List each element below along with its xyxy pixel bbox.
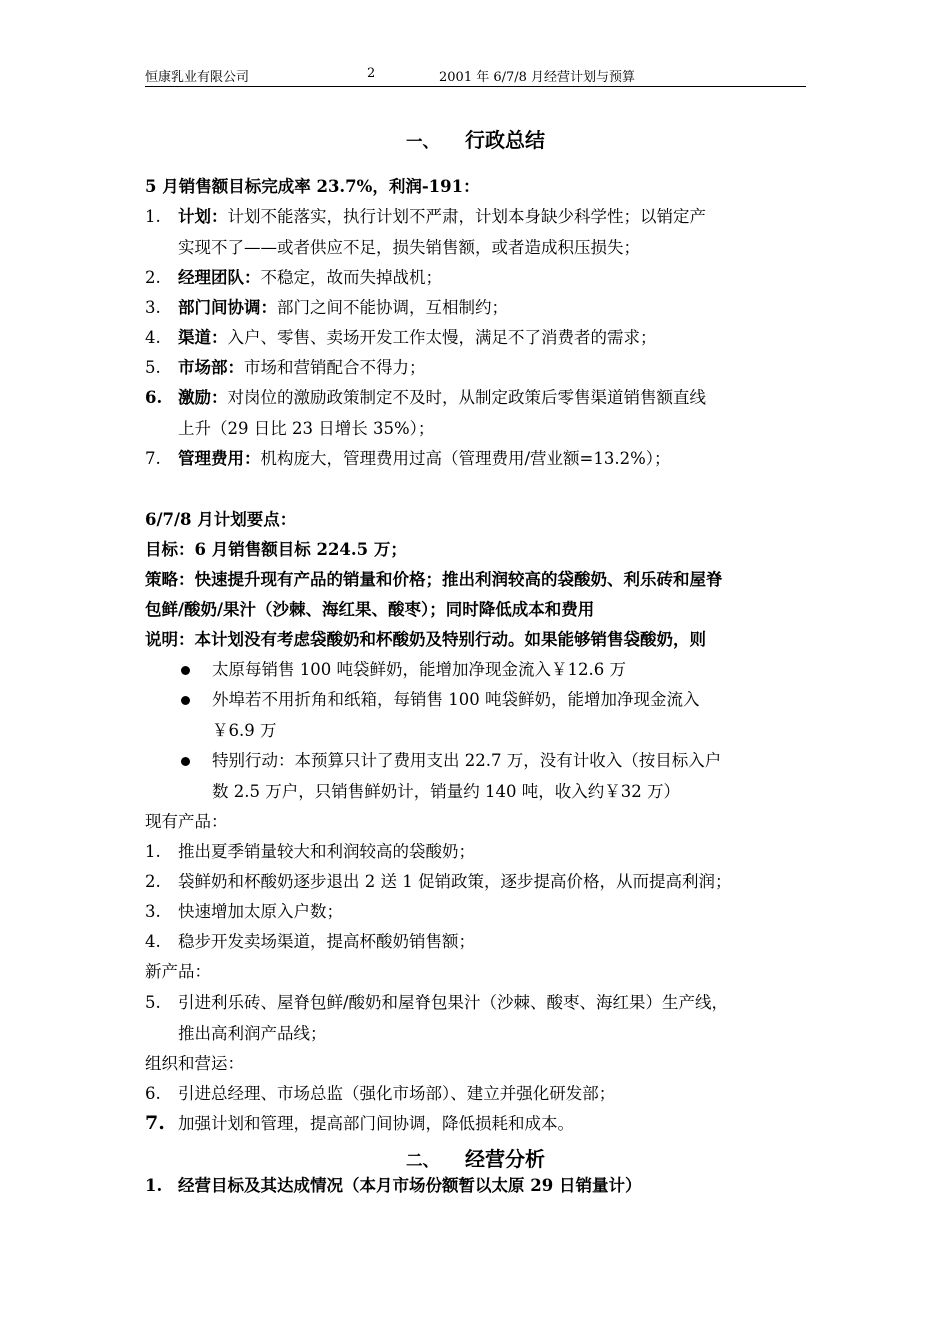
- list-item: [178, 207, 706, 227]
- section-number: 一、: [406, 132, 439, 151]
- bullet-dot: [181, 666, 190, 675]
- item-text: 机构庞大，管理费用过高（管理费用/营业额=13.2%）；: [260, 449, 671, 468]
- header-company: 恒康乳业有限公司: [145, 70, 250, 85]
- list-item: [178, 268, 442, 288]
- list-item: [178, 358, 426, 378]
- header-doc-title: 2001 年 6/7/8 月经营计划与预算: [439, 70, 636, 85]
- list-item: [178, 298, 508, 318]
- plan-title: 6/7/8 月计划要点：: [145, 510, 297, 529]
- item-label: 渠道：: [178, 328, 228, 347]
- item-label: 经理团队：: [178, 268, 261, 287]
- plan-note: 说明：本计划没有考虑袋酸奶和杯酸奶及特别行动。如果能够销售袋酸奶，则: [145, 630, 706, 649]
- may-summary-title: 5 月销售额目标完成率 23.7%，利润-191：: [145, 177, 480, 196]
- list-item: 快速增加太原入户数；: [178, 902, 343, 921]
- bullet-dot: [181, 696, 190, 705]
- item-text: 市场和营销配合不得力；: [244, 358, 426, 377]
- list-number: 6.: [145, 1084, 161, 1103]
- list-item: [178, 388, 706, 408]
- new-products-title: 新产品：: [145, 962, 211, 981]
- list-number: 7.: [145, 1112, 165, 1134]
- list-number: 3.: [145, 298, 161, 317]
- list-item: 推出夏季销量较大和利润较高的袋酸奶；: [178, 842, 475, 861]
- section-title: 经营分析: [465, 1147, 545, 1171]
- item-text: 计划不能落实，执行计划不严肃，计划本身缺少科学性；以销定产: [227, 207, 706, 226]
- item-text: 部门之间不能协调，互相制约；: [277, 298, 508, 317]
- item-continuation: 实现不了——或者供应不足，损失销售额，或者造成积压损失；: [178, 238, 640, 257]
- list-number: 5.: [145, 993, 161, 1012]
- list-number: 4.: [145, 328, 161, 347]
- item-text: 对岗位的激励政策制定不及时，从制定政策后零售渠道销售额直线: [227, 388, 706, 407]
- list-item: 引进总经理、市场总监（强化市场部）、建立并强化研发部；: [178, 1084, 616, 1103]
- bullet-continuation: 数 2.5 万户，只销售鲜奶计，销量约 140 吨，收入约￥32 万）: [212, 782, 680, 801]
- list-item: 引进利乐砖、屋脊包鲜/酸奶和屋脊包果汁（沙棘、酸枣、海红果）生产线，: [178, 993, 729, 1012]
- list-number: 4.: [145, 932, 161, 951]
- item-label: 激励：: [178, 388, 228, 407]
- page-header: [145, 66, 806, 87]
- list-item: [178, 449, 671, 469]
- item-continuation: 上升（29 日比 23 日增长 35%）；: [178, 419, 435, 438]
- list-number: 2.: [145, 872, 161, 891]
- section-heading-2: [145, 1143, 806, 1172]
- item-label: 市场部：: [178, 358, 244, 377]
- list-number: 1.: [145, 1176, 163, 1195]
- existing-products-title: 现有产品：: [145, 812, 228, 831]
- list-number: 1.: [145, 207, 161, 226]
- bullet-continuation: ￥6.9 万: [212, 721, 277, 740]
- section-number: 二、: [406, 1151, 439, 1170]
- header-page-number: 2: [367, 66, 376, 81]
- plan-target: 目标：6 月销售额目标 224.5 万；: [145, 540, 407, 559]
- list-number: 5.: [145, 358, 161, 377]
- section-title: 行政总结: [465, 128, 545, 152]
- list-item: 袋鲜奶和杯酸奶逐步退出 2 送 1 促销政策，逐步提高价格，从而提高利润；: [178, 872, 732, 891]
- bullet-dot: [181, 757, 190, 766]
- plan-strategy-line2: 包鲜/酸奶/果汁（沙棘、海红果、酸枣）；同时降低成本和费用: [145, 600, 595, 619]
- bullet-text: 太原每销售 100 吨袋鲜奶，能增加净现金流入￥12.6 万: [212, 660, 626, 679]
- analysis-heading: 经营目标及其达成情况（本月市场份额暂以太原 29 日销量计）: [178, 1176, 642, 1195]
- item-text: 入户、零售、卖场开发工作太慢，满足不了消费者的需求；: [227, 328, 657, 347]
- bullet-text: 外埠若不用折角和纸箱，每销售 100 吨袋鲜奶，能增加净现金流入: [212, 690, 700, 709]
- item-label: 计划：: [178, 207, 228, 226]
- item-label: 管理费用：: [178, 449, 261, 468]
- org-title: 组织和营运：: [145, 1054, 244, 1073]
- item-continuation: 推出高利润产品线；: [178, 1024, 327, 1043]
- list-item: 稳步开发卖场渠道，提高杯酸奶销售额；: [178, 932, 475, 951]
- list-number: 6.: [145, 388, 163, 407]
- section-heading-1: [145, 124, 806, 153]
- list-number: 2.: [145, 268, 161, 287]
- list-item: 加强计划和管理，提高部门间协调，降低损耗和成本。: [178, 1114, 574, 1133]
- list-number: 3.: [145, 902, 161, 921]
- list-number: 1.: [145, 842, 161, 861]
- item-text: 不稳定，故而失掉战机；: [260, 268, 442, 287]
- list-item: [178, 328, 657, 348]
- list-number: 7.: [145, 449, 161, 468]
- bullet-text: 特别行动：本预算只计了费用支出 22.7 万，没有计收入（按目标入户: [212, 751, 722, 770]
- plan-strategy-line1: 策略：快速提升现有产品的销量和价格；推出利润较高的袋酸奶、利乐砖和屋脊: [145, 570, 723, 589]
- item-label: 部门间协调：: [178, 298, 277, 317]
